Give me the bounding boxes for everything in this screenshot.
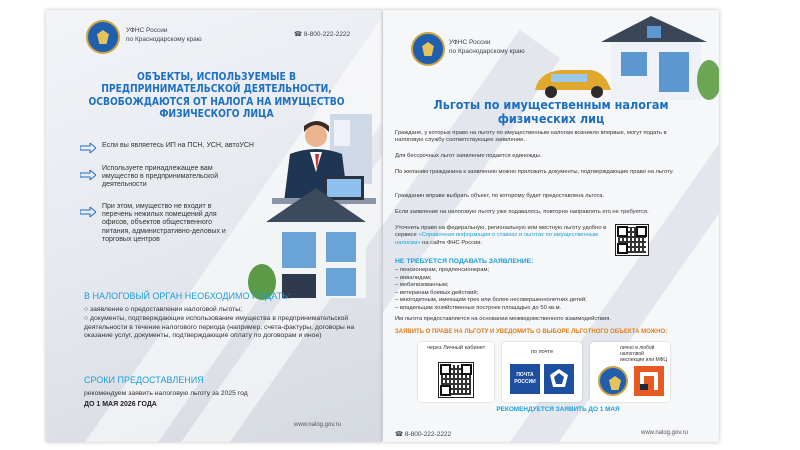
condition-3: При этом, имущество не входит в перечень нежилых помещений для офисов, объектов общественного питания, административно-деловых и торговых центров (102, 203, 226, 243)
no-need-list (395, 267, 685, 313)
qr-corner (440, 385, 451, 396)
list-item: – владельцам хозяйственных построек площадью до 50 кв.м. (395, 304, 562, 311)
paragraph-2: Для бессрочных льгот заявление подается единожды. (395, 153, 542, 159)
website-link[interactable]: www.nalog.gov.ru (641, 430, 688, 436)
building-illustration (246, 182, 378, 300)
qr-corner (636, 226, 647, 237)
org-line-2: по Краснодарскому краю (126, 36, 202, 43)
post-eagle-icon (544, 364, 574, 394)
clarify-text (395, 225, 615, 247)
submit-item-1: ○ заявление о предоставлении налоговой льготы; (84, 306, 242, 313)
option-card-inspection[interactable] (590, 342, 670, 402)
fns-emblem-icon (86, 20, 120, 54)
right-poster (383, 10, 719, 442)
org-line-1: УФНС России (449, 39, 491, 46)
submit-item-2: ○ документы, подтверждающие использование имущества в предпринимательской деятельности в течение налогового периода (например, счета-фактуры, договоры на оказание услуг, документы, подтверждающие оплату по договорам и иное) (84, 315, 355, 340)
phone-number: ☎ 8-800-222-2222 (395, 431, 452, 438)
option-label: лично в любой налоговой инспекции или МФЦ (620, 345, 668, 363)
deadline-text: рекомендуем заявить налоговую льготу за 2025 год (84, 390, 248, 397)
fns-emblem-icon (411, 32, 445, 66)
org-name (449, 38, 525, 56)
page-title: Льготы по имущественным налогам физических лиц (433, 97, 669, 126)
notify-heading: ЗАЯВИТЬ О ПРАВЕ НА ЛЬГОТУ И УВЕДОМИТЬ О ВЫБОРЕ ЛЬГОТНОГО ОБЪЕКТА МОЖНО: (395, 329, 668, 335)
arrow-right-icon (80, 143, 96, 153)
list-item: – многодетным, имеющим трех или более несовершеннолетних детей; (395, 297, 587, 304)
paragraph-3: По желанию гражданина к заявлению можно приложить документы, подтверждающие право на льготу. (395, 169, 674, 175)
submit-heading: В НАЛОГОВЫЙ ОРГАН НЕОБХОДИМО ПОДАТЬ: (84, 291, 291, 301)
qr-corner (617, 243, 628, 254)
qr-code (615, 224, 649, 256)
list-item: – пенсионерам, предпенсионерам; (395, 267, 490, 273)
left-poster (46, 10, 382, 442)
clarify-service-link[interactable]: «Справочная информация о ставках и льготах по имущественным налогам» (395, 232, 598, 246)
option-card-post[interactable] (502, 342, 582, 402)
condition-1: Если вы являетесь ИП на ПСН, УСН, автоУСН (102, 142, 254, 149)
page-title: ОБЪЕКТЫ, ИСПОЛЬЗУЕМЫЕ В ПРЕДПРИНИМАТЕЛЬСКОЙ ДЕЯТЕЛЬНОСТИ, ОСВОБОЖДАЮТСЯ ОТ НАЛОГА НА ИМУЩЕСТВО ФИЗИЧЕСКОГО ЛИЦА (88, 72, 345, 121)
list-item: – инвалидам; (395, 274, 432, 281)
russian-post-logo: ПОЧТА РОССИИ (510, 364, 540, 394)
option-card-cabinet[interactable] (418, 342, 494, 402)
condition-2: Используете принадлежащее вам имущество в предпринимательской деятельности (102, 165, 219, 189)
house-car-illustration (531, 10, 719, 102)
deadline-heading: СРОКИ ПРЕДОСТАВЛЕНИЯ (84, 375, 204, 385)
clarify-prefix: Уточнить право на федеральную, региональную или местную льготу удобно в сервисе (395, 225, 607, 239)
qr-code (438, 362, 474, 398)
paragraph-5: Если заявление на налоговую льготу уже подавалось, повторно направлять его не требуется. (395, 209, 649, 215)
list-item: – мобилизованным; (395, 282, 449, 289)
qr-corner (440, 364, 451, 375)
mfc-logo-icon (634, 366, 664, 396)
note: Им льгота предоставляется на основании межведомственного взаимодействия. (395, 316, 611, 322)
fns-emblem-icon (598, 366, 628, 396)
qr-corner (617, 226, 628, 237)
clarify-suffix: на сайте ФНС России. (420, 239, 483, 246)
phone-number: ☎ 8-800-222-2222 (294, 31, 351, 38)
org-name (126, 26, 202, 44)
website-link[interactable]: www.nalog.gov.ru (294, 422, 341, 428)
arrow-right-icon (80, 170, 96, 180)
no-need-heading: НЕ ТРЕБУЕТСЯ ПОДАВАТЬ ЗАЯВЛЕНИЕ: (395, 258, 534, 265)
qr-corner (461, 364, 472, 375)
option-label: через Личный кабинет (426, 345, 486, 351)
paragraph-1: Граждане, у которых право на льготу по имущественным налогам возникло впервые, могут подать в налоговую службу соответствующее заявление. (395, 130, 667, 144)
org-line-1: УФНС России (126, 27, 168, 34)
org-line-2: по Краснодарскому краю (449, 48, 525, 55)
paragraph-4: Гражданин вправе выбрать объект, по которому будет предоставлена льгота. (395, 193, 605, 199)
recommend-text: РЕКОМЕНДУЕТСЯ ЗАЯВИТЬ ДО 1 МАЯ (496, 406, 620, 413)
arrow-right-icon (80, 207, 96, 217)
deadline-date: ДО 1 МАЯ 2026 ГОДА (84, 401, 157, 408)
list-item: – ветеранам боевых действий; (395, 289, 479, 296)
option-label: по почте (530, 349, 554, 355)
